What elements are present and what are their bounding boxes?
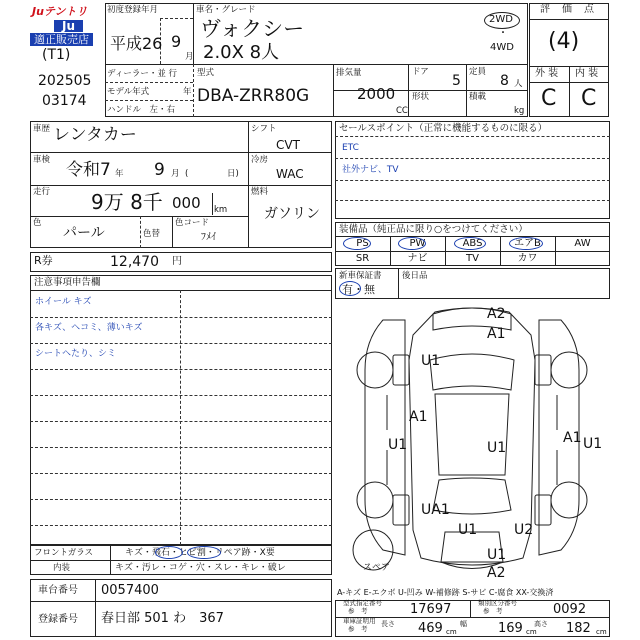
sales-point-label: セールスポイント（正常に機能するものに限る） [339,123,548,134]
cc-unit: CC [396,106,408,116]
equip-leather: カワ [517,253,538,264]
capacity-label: 定員 [469,67,487,77]
shape-label: 形状 [412,92,430,102]
capacity-unit: 人 [514,79,523,89]
int-grade: C [581,86,597,111]
drive-separator: ・ [498,28,508,39]
interior-options: キズ・汚レ・コゲ・穴・スレ・キレ・破レ [115,563,286,573]
note-line [30,369,332,370]
interior-label: 内装 [53,563,71,573]
note-line [30,473,332,474]
inspection-year-unit: 年 [115,169,124,179]
equip-airbag: エアB [514,238,541,249]
model-label: 型式 [197,68,215,78]
sales-point-2: 社外ナビ、TV [342,165,399,175]
equip-pw-circle [398,237,426,250]
score-value: (4) [548,29,580,54]
height-label: 高さ [534,620,548,628]
color-value: パール [63,225,105,241]
equip-ps-circle [343,237,371,250]
width-unit: cm [526,628,537,636]
inspection-label: 車検 [33,155,51,165]
int-label: 内 装 [575,68,599,79]
mileage-value: 9万 8千 [91,190,163,214]
ext-label: 外 装 [535,68,559,79]
damage-mark-right-side: A1 [563,430,582,446]
note-line [30,499,332,500]
ac-value: WAC [276,167,304,181]
warranty-value: 有・無 [342,283,375,296]
class-no-value: 0092 [553,602,587,617]
damage-mark-roof: U1 [487,440,507,456]
color-code-value: ﾌﾒｲ [201,232,216,243]
equip-pw: PW [409,238,426,249]
model-code: DBA-ZRR80G [197,86,310,106]
auction-code: (T1) [42,47,71,63]
reg-value: 春日部 501 わ 367 [101,611,224,626]
shift-label: シフト [251,124,277,134]
door-label: ドア [412,67,429,77]
equip-tv: TV [466,253,479,264]
mileage-label: 走行 [33,187,51,197]
recycle-label: R券 [34,254,53,267]
note-2: 各キズ、ヘコミ、薄いキズ [35,323,143,333]
first-reg-year: 平成26 [110,34,163,53]
damage-mark-left-rear-door: UA1 [421,502,450,518]
first-reg-label: 初度登録年月 [107,5,159,15]
height-value: 182 [566,621,591,636]
model-year-unit: 年 [183,87,192,97]
drive-2wd: 2WD [489,14,513,25]
ac-label: 冷房 [251,155,269,165]
damage-mark-rear-bumper: A2 [487,565,506,581]
notes-label: 注意事項申告欄 [34,277,101,288]
store-badge: 適正販売店 [30,33,93,46]
inspection-paren: ( [185,169,189,179]
lot-number-1: 202505 [38,73,92,89]
damage-legend: A-キズ E-エクボ U-凹み W-補修跡 S-サビ C-腐食 XX-交換済 [337,588,554,597]
damage-mark-rear-left: U1 [458,522,478,538]
fuel-value: ガソリン [264,206,320,222]
chassis-value: 0057400 [101,583,159,598]
vehicle-cert-ref: 参 考 [348,625,368,633]
history-label: 車歴 [33,124,51,134]
shift-value: CVT [276,138,300,152]
grade-label: 評 価 点 [540,4,595,15]
length-value: 469 [418,621,443,636]
model-cert-ref: 参 考 [348,607,368,615]
mileage-rest: 000 [172,194,201,212]
recycle-yen: 円 [172,256,182,267]
color-change-label: 色替 [143,229,161,239]
note-line [30,447,332,448]
width-value: 169 [498,621,523,636]
equip-navi: ナビ [407,253,428,264]
note-line [30,317,332,318]
first-reg-month: 9 [171,32,182,51]
ext-grade: C [541,86,557,111]
spare-label: スペア [363,563,391,573]
height-unit: cm [596,628,607,636]
damage-mark-right-rear: U1 [583,436,603,452]
car-name-label: 車名・グレード [196,5,256,15]
inspection-month-unit: 月 [171,169,180,179]
note-line [30,421,332,422]
later-item-label: 後日品 [402,271,428,281]
load-label: 積載 [469,92,487,102]
fg-chip-circle [155,546,183,559]
damage-mark-front-panel: A1 [487,326,506,342]
car-grade: 2.0X 8人 [203,42,280,63]
chassis-label: 車台番号 [38,585,78,596]
door-value: 5 [452,73,461,89]
color-code-label: 色コード [175,218,210,228]
note-line [30,343,332,344]
reg-label: 登録番号 [38,614,78,625]
color-label: 色 [33,218,42,228]
length-unit: cm [446,628,457,636]
class-no-label: 類別区分番号 [478,599,517,607]
drive-4wd: 4WD [490,42,514,53]
model-year-label: モデル年式 [107,87,150,97]
handle-label: ハンドル 左・右 [107,105,176,115]
model-cert-value: 17697 [410,602,452,617]
note-3: シートヘたり、シミ [35,349,117,359]
lot-number-2: 03174 [42,93,87,109]
inspection-day: 日) [227,169,239,179]
inspection-era: 令和7 [66,160,111,180]
displacement-value: 2000 [357,85,396,103]
damage-mark-rear-right: U2 [514,522,534,538]
inspection-month: 9 [154,160,165,180]
displacement-label: 排気量 [336,68,362,78]
kg-unit: kg [514,106,525,116]
warranty-yes-circle [339,281,361,296]
front-glass-options: キズ・飛石・ヒビ割・リペア跡・X要 [125,548,275,558]
equip-ps: PS [356,238,369,249]
damage-mark-left-side: U1 [388,437,408,453]
model-cert-label: 型式指定番号 [343,599,382,607]
notes-box [30,275,332,545]
history-value: レンタカー [53,125,137,145]
front-glass-label: フロントガラス [34,548,93,558]
first-reg-month-unit: 月 [185,52,194,62]
damage-mark-front-bumper: A2 [487,306,506,322]
km-unit: km [214,205,228,215]
note-line [30,525,332,526]
damage-mark-front-left-fender: U1 [421,353,441,369]
vehicle-cert-label: 車庫証明用 [343,617,376,625]
capacity-value: 8 [500,73,509,89]
fg-crack-circle [187,546,221,559]
brand-logo: Juテントリ [32,5,88,18]
equip-airbag-circle [509,237,543,250]
class-no-ref: 参 考 [483,607,503,615]
note-line [30,395,332,396]
note-1: ホイール キズ [35,297,92,307]
recycle-value: 12,470 [110,254,159,270]
ju-logo: Ju [54,20,83,32]
damage-mark-rear-center: U1 [487,547,507,563]
fuel-label: 燃料 [251,187,269,197]
car-name: ヴォクシー [200,17,305,41]
equip-sr: SR [355,253,370,264]
equipment-label: 装備品（純正品に限り○をつけてください） [339,224,528,235]
length-label: 長さ [381,620,395,628]
warranty-label: 新車保証書 [339,271,382,281]
equip-abs: ABS [462,238,483,249]
equip-aw: AW [574,238,591,249]
equip-abs-circle [454,237,486,250]
dealer-label: ディーラー・並 行 [107,69,178,79]
width-label: 幅 [460,620,467,628]
sales-point-1: ETC [342,143,359,153]
damage-mark-left-front-door: A1 [409,409,428,425]
